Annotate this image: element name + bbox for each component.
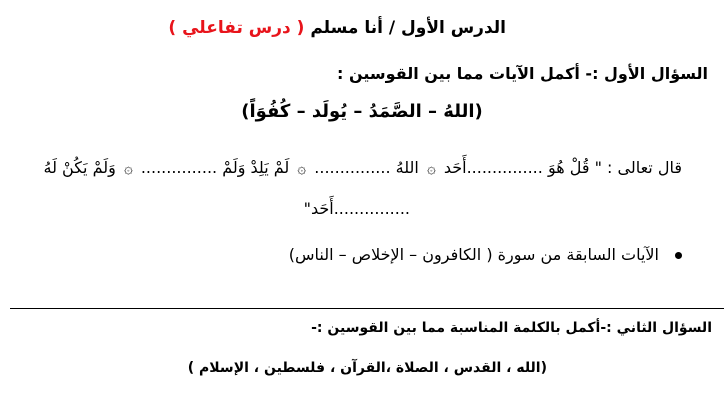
verse-part-3: لَمْ يَلِدْ وَلَمْ ............... <box>135 158 290 177</box>
question2-choices: (الله ، القدس ، الصلاة ،القرآن ، فلسطين ، الإسلام ) <box>187 360 547 376</box>
bullet-icon <box>675 252 682 259</box>
question2-heading: السؤال الثاني :-أكمل بالكلمة المناسبة مما بين القوسين :- <box>311 320 712 336</box>
lesson-title <box>0 18 506 38</box>
verse-separator-icon: ۞ <box>297 159 307 177</box>
verse-line-2: ...............أَحَد" <box>303 199 410 218</box>
lesson-title-interactive: ( درس تفاعلي ) <box>168 18 305 38</box>
verse-separator-icon: ۞ <box>426 159 436 177</box>
question1-heading: السؤال الأول :- أكمل الآيات مما بين القوسين : <box>337 64 708 83</box>
verse-part-2: اللهُ ............... <box>309 158 419 177</box>
question1-choices: (اللهُ – الصَّمَدُ – يُولَد – كُفُوَاً) <box>241 101 483 122</box>
bullet-item <box>0 245 682 264</box>
verse-part-1: قال تعالى : " قُلْ هُوَ ...............أَحَد <box>443 158 682 177</box>
lesson-title-prefix: الدرس الأول / <box>382 18 506 38</box>
verse-part-4: وَلَمْ يَكُنْ لَهُ <box>43 158 116 177</box>
verse-separator-icon: ۞ <box>123 159 133 177</box>
section-divider <box>10 308 724 309</box>
bullet-text: الآيات السابقة من سورة ( الكافرون – الإخلاص – الناس) <box>288 245 659 264</box>
verse-line-1 <box>0 158 682 177</box>
lesson-title-subject: أنا مسلم <box>304 18 383 38</box>
